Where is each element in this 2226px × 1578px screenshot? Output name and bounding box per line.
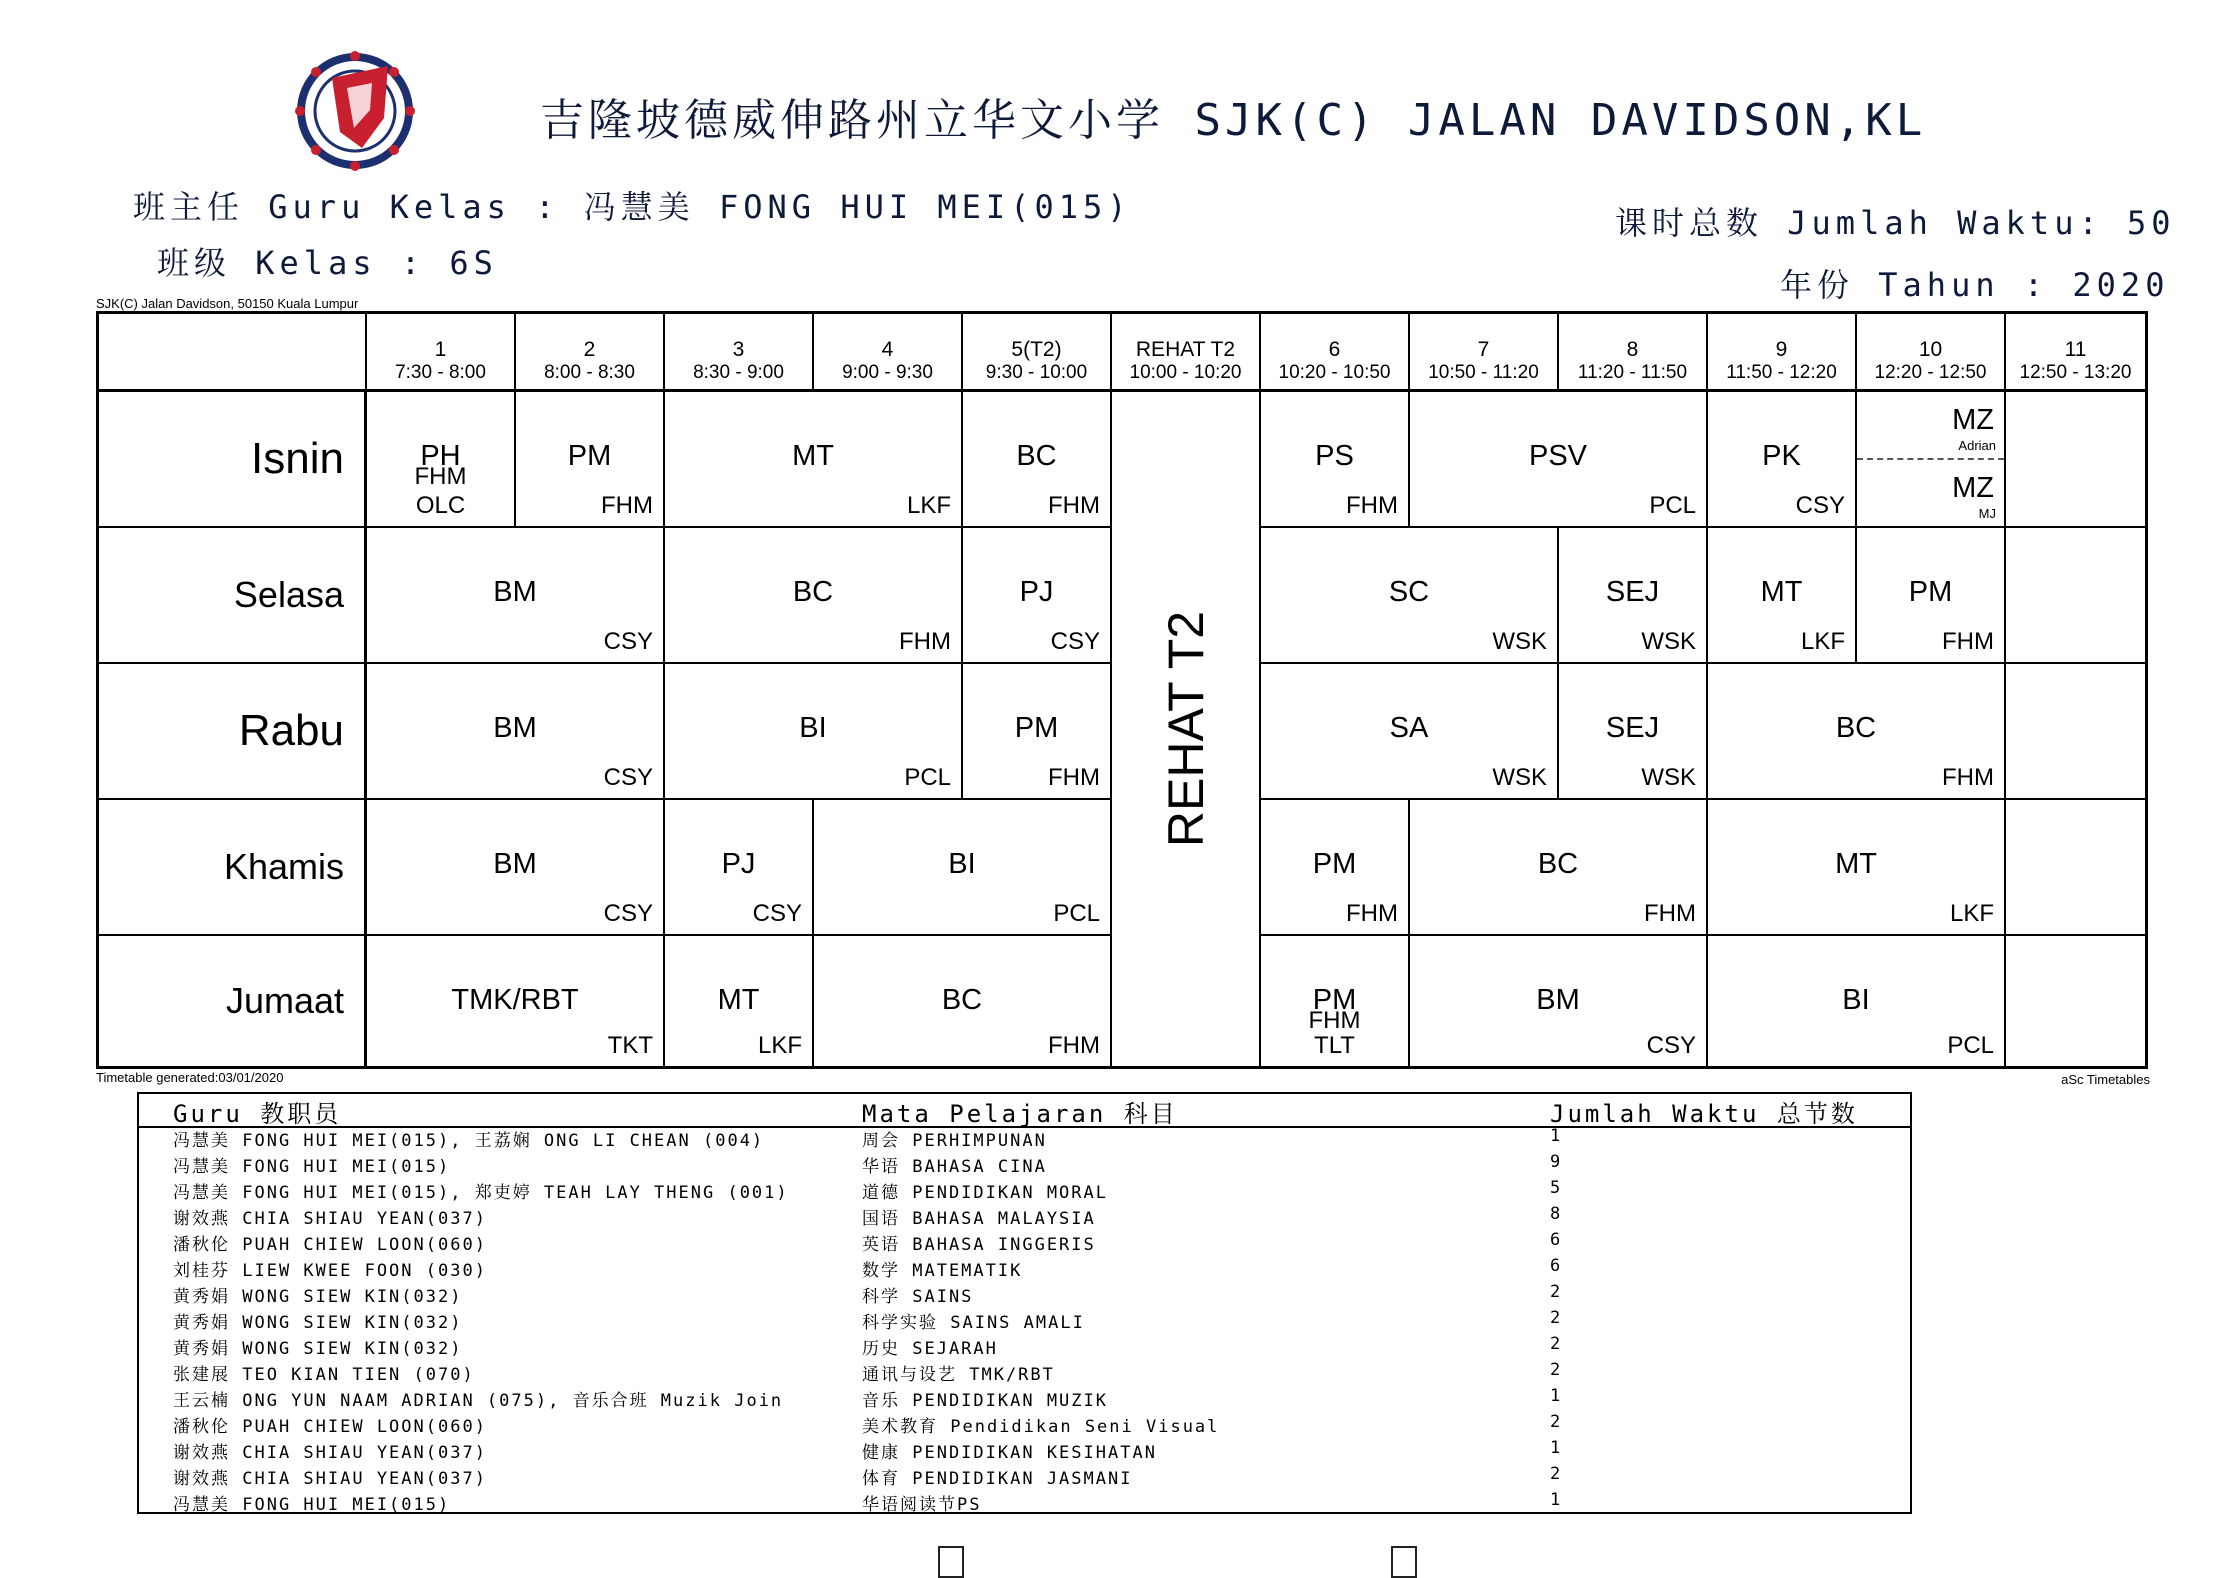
legend-row: 潘秋伦 PUAH CHIEW LOON(060) 英语 BAHASA INGGERIS 6 <box>173 1230 1563 1255</box>
lesson-cell: SC WSK <box>1261 528 1559 664</box>
year: 年份 Tahun : 2020 <box>1780 266 2170 304</box>
lesson-cell: PM FHM <box>1261 800 1410 936</box>
legend-table <box>137 1092 1912 1514</box>
lesson-cell: BC FHM <box>814 936 1112 1066</box>
day-label: Selasa <box>99 528 367 664</box>
school-logo <box>292 48 418 174</box>
period-header: REHAT T2 10:00 - 10:20 <box>1112 314 1261 392</box>
timetable-grid <box>96 311 2148 1069</box>
lesson-cell: PM FHM <box>516 392 665 528</box>
legend-row: 潘秋伦 PUAH CHIEW LOON(060) 美术教育 Pendidikan Seni Visual 2 <box>173 1412 1563 1437</box>
lesson-cell: PH FHM OLC <box>367 392 516 528</box>
lesson-cell: BC FHM <box>963 392 1112 528</box>
empty-cell <box>2006 800 2145 936</box>
empty-cell <box>2006 528 2145 664</box>
day-label: Jumaat <box>99 936 367 1066</box>
legend-row: 谢效燕 CHIA SHIAU YEAN(037) 健康 PENDIDIKAN KESIHATAN 1 <box>173 1438 1563 1463</box>
period-header: 10 12:20 - 12:50 <box>1857 314 2006 392</box>
lesson-cell: PM FHM TLT <box>1261 936 1410 1066</box>
legend-header-count: Jumlah Waktu 总节数 <box>1550 1100 1858 1128</box>
lesson-cell-split: MZ Adrian MZ MJ <box>1857 392 2006 528</box>
lesson-cell: BM CSY <box>367 800 665 936</box>
generated-date: Timetable generated:03/01/2020 <box>96 1070 284 1085</box>
period-header: 7 10:50 - 11:20 <box>1410 314 1559 392</box>
legend-row: 冯慧美 FONG HUI MEI(015), 王荔娴 ONG LI CHEAN (004) 周会 PERHIMPUNAN 1 <box>173 1126 1563 1151</box>
software-credit: aSc Timetables <box>2061 1072 2150 1087</box>
lesson-cell: PM FHM <box>963 664 1112 800</box>
legend-row: 黄秀娟 WONG SIEW KIN(032) 科学 SAINS 2 <box>173 1282 1563 1307</box>
lesson-cell: SEJ WSK <box>1559 528 1708 664</box>
day-label: Khamis <box>99 800 367 936</box>
school-title: 吉隆坡德威伸路州立华文小学 SJK(C) JALAN DAVIDSON,KL <box>540 95 1927 146</box>
lesson-cell: BC FHM <box>1708 664 2006 800</box>
legend-row: 冯慧美 FONG HUI MEI(015), 郑吏婷 TEAH LAY THENG (001) 道德 PENDIDIKAN MORAL 5 <box>173 1178 1563 1203</box>
legend-row: 黄秀娟 WONG SIEW KIN(032) 历史 SEJARAH 2 <box>173 1334 1563 1359</box>
lesson-cell: TMK/RBT TKT <box>367 936 665 1066</box>
lesson-cell: BC FHM <box>1410 800 1708 936</box>
legend-row: 王云楠 ONG YUN NAAM ADRIAN (075), 音乐合班 Muzik Join 音乐 PENDIDIKAN MUZIK 1 <box>173 1386 1563 1411</box>
legend-row: 冯慧美 FONG HUI MEI(015) 华语阅读节PS 1 <box>173 1490 1563 1515</box>
lesson-cell: MT LKF <box>1708 528 1857 664</box>
lesson-cell: SEJ WSK <box>1559 664 1708 800</box>
lesson-cell: SA WSK <box>1261 664 1559 800</box>
lesson-cell: PJ CSY <box>665 800 814 936</box>
lesson-cell: BM CSY <box>1410 936 1708 1066</box>
lesson-cell: MT LKF <box>1708 800 2006 936</box>
day-label: Rabu <box>99 664 367 800</box>
lesson-cell: BI PCL <box>665 664 963 800</box>
lesson-cell: BC FHM <box>665 528 963 664</box>
lesson-cell: BI PCL <box>1708 936 2006 1066</box>
period-header: 6 10:20 - 10:50 <box>1261 314 1410 392</box>
lesson-cell: PK CSY <box>1708 392 1857 528</box>
school-address: SJK(C) Jalan Davidson, 50150 Kuala Lumpur <box>96 296 359 311</box>
period-header: 5(T2) 9:30 - 10:00 <box>963 314 1112 392</box>
period-header: 11 12:50 - 13:20 <box>2006 314 2145 392</box>
total-periods: 课时总数 Jumlah Waktu: 50 <box>1615 204 2176 242</box>
legend-row: 冯慧美 FONG HUI MEI(015) 华语 BAHASA CINA 9 <box>173 1152 1563 1177</box>
class-name: 班级 Kelas : 6S <box>157 244 498 282</box>
lesson-cell: PSV PCL <box>1410 392 1708 528</box>
period-header: 4 9:00 - 9:30 <box>814 314 963 392</box>
lesson-cell: BI PCL <box>814 800 1112 936</box>
lesson-cell: BM CSY <box>367 664 665 800</box>
legend-header-subject: Mata Pelajaran 科目 <box>862 1100 1178 1128</box>
empty-cell <box>2006 936 2145 1066</box>
period-header: 3 8:30 - 9:00 <box>665 314 814 392</box>
legend-row: 谢效燕 CHIA SHIAU YEAN(037) 体育 PENDIDIKAN JASMANI 2 <box>173 1464 1563 1489</box>
legend-row: 谢效燕 CHIA SHIAU YEAN(037) 国语 BAHASA MALAYSIA 8 <box>173 1204 1563 1229</box>
legend-header-teacher: Guru 教职员 <box>173 1100 342 1128</box>
empty-cell <box>2006 664 2145 800</box>
empty-cell <box>2006 392 2145 528</box>
legend-row: 张建展 TEO KIAN TIEN (070) 通讯与设艺 TMK/RBT 2 <box>173 1360 1563 1385</box>
legend-row: 刘桂芬 LIEW KWEE FOON (030) 数学 MATEMATIK 6 <box>173 1256 1563 1281</box>
blank-box <box>938 1546 964 1578</box>
period-header: 9 11:50 - 12:20 <box>1708 314 1857 392</box>
lesson-cell: BM CSY <box>367 528 665 664</box>
lesson-cell: PS FHM <box>1261 392 1410 528</box>
corner-cell <box>99 314 367 392</box>
lesson-cell: PJ CSY <box>963 528 1112 664</box>
period-header: 8 11:20 - 11:50 <box>1559 314 1708 392</box>
lesson-cell: MT LKF <box>665 936 814 1066</box>
period-header: 2 8:00 - 8:30 <box>516 314 665 392</box>
period-header: 1 7:30 - 8:00 <box>367 314 516 392</box>
lesson-cell: PM FHM <box>1857 528 2006 664</box>
lesson-cell: MT LKF <box>665 392 963 528</box>
class-teacher: 班主任 Guru Kelas : 冯慧美 FONG HUI MEI(015) <box>133 188 1132 226</box>
rehat-column: REHAT T2 <box>1112 392 1261 1066</box>
blank-box <box>1391 1546 1417 1578</box>
legend-row: 黄秀娟 WONG SIEW KIN(032) 科学实验 SAINS AMALI 2 <box>173 1308 1563 1333</box>
day-label: Isnin <box>99 392 367 528</box>
